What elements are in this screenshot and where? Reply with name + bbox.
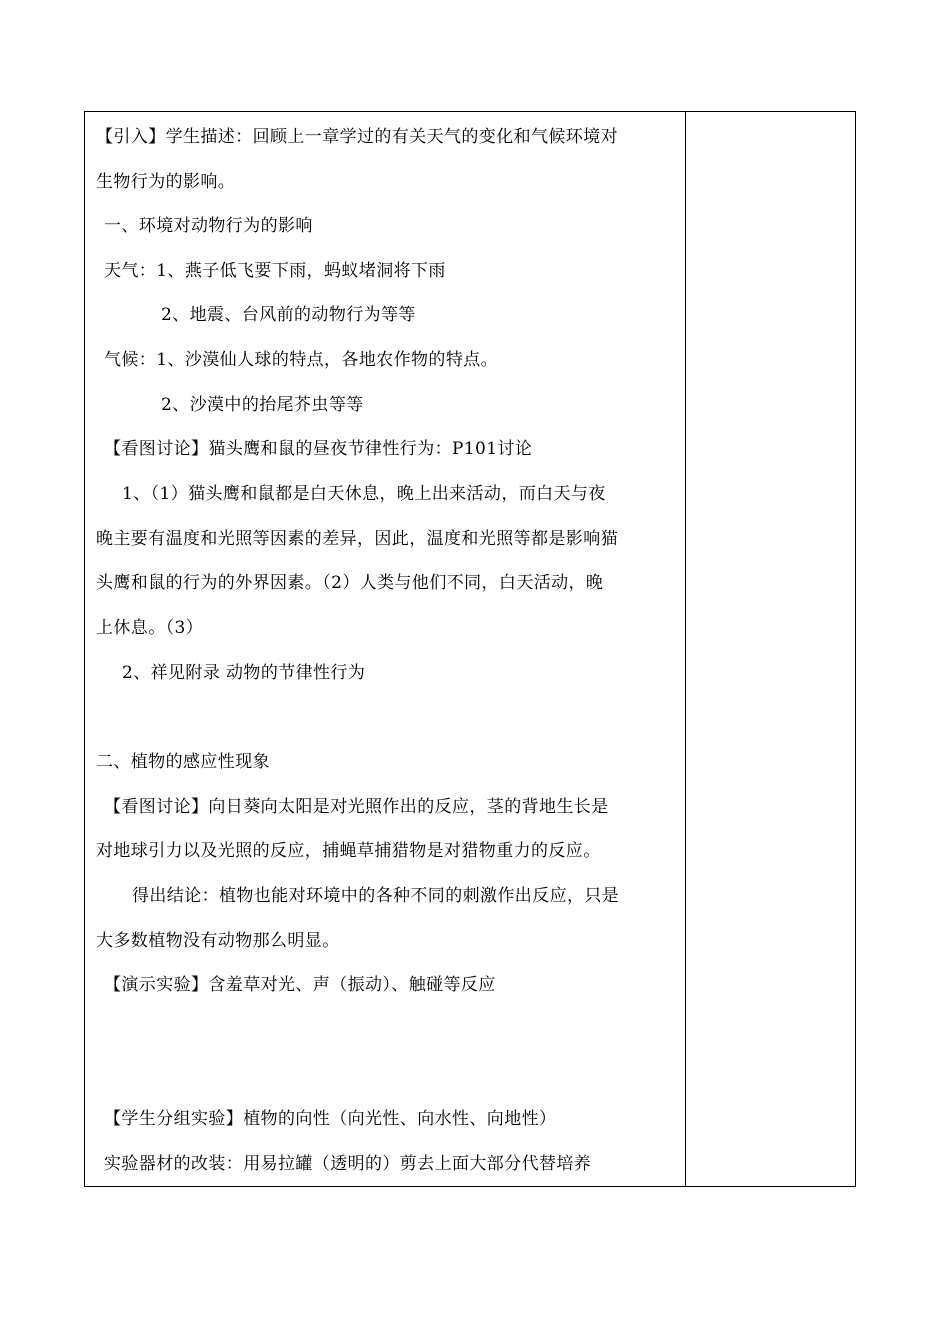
appendix-reference: 2、祥见附录 动物的节律性行为 xyxy=(122,663,366,683)
discussion-answer-line-4: 上休息。（3） xyxy=(96,618,204,638)
conclusion-line-1: 得出结论：植物也能对环境中的各种不同的刺激作出反应，只是 xyxy=(132,886,620,906)
section-heading-animals: 一、环境对动物行为的影响 xyxy=(104,216,313,236)
discussion-answer-line-1: 1、（1）猫头鹰和鼠都是白天休息，晚上出来活动，而白天与夜 xyxy=(122,484,606,504)
demo-experiment: 【演示实验】含羞草对光、声（振动）、触碰等反应 xyxy=(104,975,496,995)
conclusion-line-2: 大多数植物没有动物那么明显。 xyxy=(96,931,340,951)
weather-line-1: 天气：1、燕子低飞要下雨，蚂蚁堵洞将下雨 xyxy=(104,261,446,281)
plant-discussion-line-2: 对地球引力以及光照的反应，捕蝇草捕猎物是对猎物重力的反应。 xyxy=(96,841,601,861)
equipment-modification: 实验器材的改装：用易拉罐（透明的）剪去上面大部分代替培养 xyxy=(104,1154,592,1174)
discussion-answer-line-3: 头鹰和鼠的行为的外界因素。（2）人类与他们不同，白天活动，晚 xyxy=(96,573,604,593)
picture-discussion-heading: 【看图讨论】猫头鹰和鼠的昼夜节律性行为：P101讨论 xyxy=(104,439,533,459)
intro-line-1: 【引入】学生描述：回顾上一章学过的有关天气的变化和气候环境对 xyxy=(96,127,618,147)
climate-line-1: 气候：1、沙漠仙人球的特点，各地农作物的特点。 xyxy=(104,350,499,370)
intro-line-2: 生物行为的影响。 xyxy=(96,172,236,192)
plant-discussion-line-1: 【看图讨论】向日葵向太阳是对光照作出的反应，茎的背地生长是 xyxy=(104,797,609,817)
weather-line-2: 2、地震、台风前的动物行为等等 xyxy=(161,305,416,325)
discussion-answer-line-2: 晚主要有温度和光照等因素的差异，因此，温度和光照等都是影响猫 xyxy=(96,529,618,549)
table-column-divider xyxy=(685,111,686,1187)
section-heading-plants: 二、植物的感应性现象 xyxy=(96,752,270,772)
group-experiment: 【学生分组实验】植物的向性（向光性、向水性、向地性） xyxy=(104,1109,557,1129)
climate-line-2: 2、沙漠中的抬尾芥虫等等 xyxy=(161,395,364,415)
